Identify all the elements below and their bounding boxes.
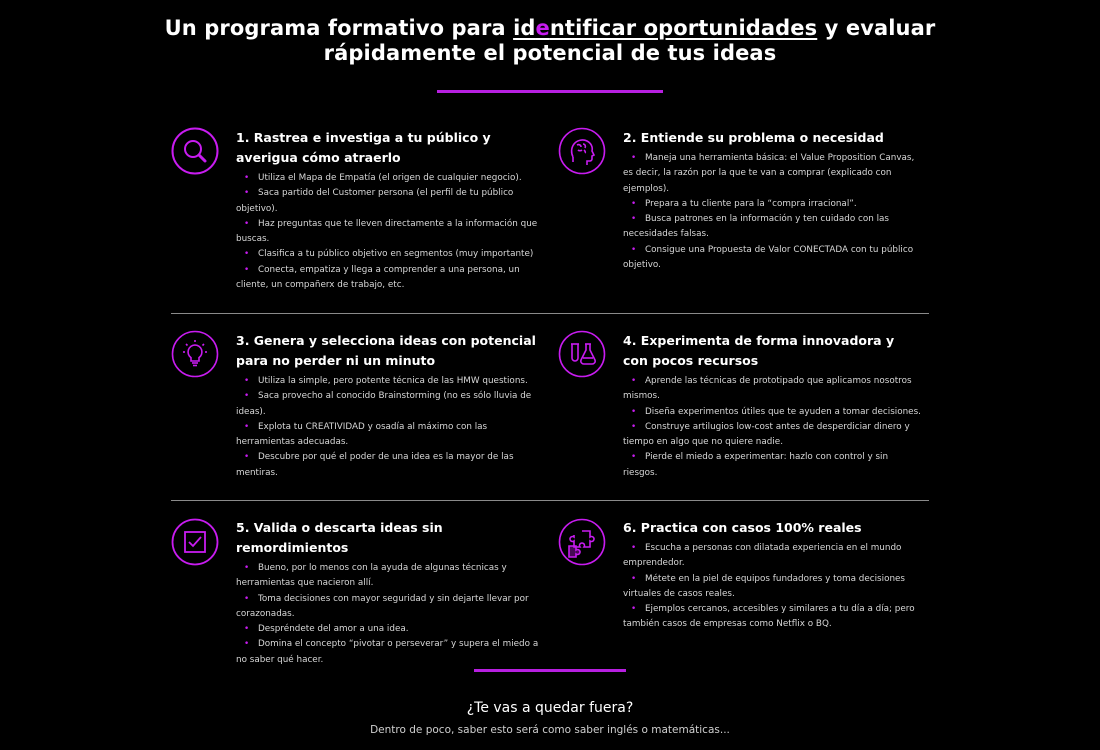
section-title: 2. Entiende su problema o necesidad xyxy=(623,130,884,145)
list-item: • Explota tu CREATIVIDAD y osadía al máximo con las herramientas adecuadas. xyxy=(236,421,488,448)
feature-list xyxy=(236,171,546,293)
list-item: • Aprende las técnicas de prototipado que aplicamos nosotros mismos. xyxy=(623,376,912,402)
list-item: • Escucha a personas con dilatada experiencia en el mundo emprendedor. xyxy=(623,543,902,569)
feature-section-4 xyxy=(623,331,923,481)
title-text-end: y evaluar xyxy=(817,16,936,40)
lab-flask-icon xyxy=(558,330,606,378)
list-item: • Maneja una herramienta básica: el Value Proposition Canvas, es decir, la razón por la que te van a comprar (explicado con ejemplos). xyxy=(623,153,915,194)
feature-section-3 xyxy=(236,331,546,481)
list-item: • Utiliza el Mapa de Empatía (el origen de cualquier negocio). xyxy=(244,173,522,183)
list-item: • Utiliza la simple, pero potente técnica de las HMW questions. xyxy=(244,376,528,386)
list-item: • Conecta, empatiza y llega a comprender a una persona, un cliente, un compañerx de trabajo, etc. xyxy=(236,264,520,291)
feature-section-5 xyxy=(236,518,546,668)
section-divider xyxy=(171,313,929,314)
section-title: 5. Valida o descarta ideas sin remordimientos xyxy=(236,520,443,555)
list-item: • Haz preguntas que te lleven directamente a la información que buscas. xyxy=(236,218,538,245)
puzzle-icon xyxy=(558,518,606,566)
section-divider xyxy=(171,500,929,501)
feature-section-2 xyxy=(623,128,923,273)
list-item: • Clasifica a tu público objetivo en segmentos (muy importante) xyxy=(244,249,534,260)
footer-subtitle: Dentro de poco, saber esto será como saber inglés o matemáticas... xyxy=(370,724,730,736)
checkbox-icon xyxy=(171,518,219,566)
list-item: • Bueno, por lo menos con la ayuda de algunas técnicas y herramientas que nacieron allí. xyxy=(236,563,507,589)
list-item: • Despréndete del amor a una idea. xyxy=(244,624,409,635)
lightbulb-icon xyxy=(171,330,219,378)
feature-list xyxy=(623,151,923,273)
section-title: 6. Practica con casos 100% reales xyxy=(623,520,862,535)
feature-list xyxy=(236,561,546,668)
search-icon xyxy=(171,127,219,175)
feature-list xyxy=(623,541,923,633)
list-item: • Construye artilugios low-cost antes de desperdiciar dinero y tiempo en algo que no quiere nadie. xyxy=(623,421,910,448)
list-item: • Pierde el miedo a experimentar: hazlo con control y sin riesgos. xyxy=(623,452,889,478)
feature-section-1 xyxy=(236,128,546,293)
list-item: • Métete en la piel de equipos fundadores y toma decisiones virtuales de casos reales. xyxy=(623,573,906,599)
list-item: • Saca partido del Customer persona (el perfil de tu público objetivo). xyxy=(236,188,514,214)
title-underline-bar xyxy=(437,90,663,93)
feature-list xyxy=(236,374,546,481)
list-item: • Diseña experimentos útiles que te ayuden a tomar decisiones. xyxy=(631,406,921,417)
footer-accent-bar xyxy=(474,669,626,672)
list-item: • Ejemplos cercanos, accesibles y similares a tu día a día; pero también casos de empresas como Netflix o BQ. xyxy=(623,604,915,630)
title-line-2: rápidamente el potencial de tus ideas xyxy=(323,41,777,65)
list-item: • Prepara a tu cliente para la “compra irracional”. xyxy=(631,198,857,209)
section-title: 1. Rastrea e investiga a tu público y averigua cómo atraerlo xyxy=(236,130,491,165)
title-text: Un programa formativo para xyxy=(164,16,514,40)
section-title: 3. Genera y selecciona ideas con potencial para no perder ni un minuto xyxy=(236,333,536,368)
feature-section-6 xyxy=(623,518,923,633)
title-highlight: identificar oportunidades xyxy=(513,16,818,40)
page-title xyxy=(0,16,1100,66)
list-item: • Toma decisiones con mayor seguridad y sin dejarte llevar por corazonadas. xyxy=(236,593,529,619)
list-item: • Descubre por qué el poder de una idea es la mayor de las mentiras. xyxy=(236,452,514,478)
footer-question: ¿Te vas a quedar fuera? xyxy=(466,700,634,716)
list-item: • Busca patrones en la información y ten cuidado con las necesidades falsas. xyxy=(623,214,890,240)
section-title: 4. Experimenta de forma innovadora y con pocos recursos xyxy=(623,333,895,368)
list-item: • Consigue una Propuesta de Valor CONECTADA con tu público objetivo. xyxy=(623,244,914,271)
brain-head-icon xyxy=(558,127,606,175)
list-item: • Domina el concepto “pivotar o perseverar” y supera el miedo a no saber qué hacer. xyxy=(236,639,539,665)
list-item: • Saca provecho al conocido Brainstorming (no es sólo lluvia de ideas). xyxy=(236,391,532,417)
feature-list xyxy=(623,374,923,481)
